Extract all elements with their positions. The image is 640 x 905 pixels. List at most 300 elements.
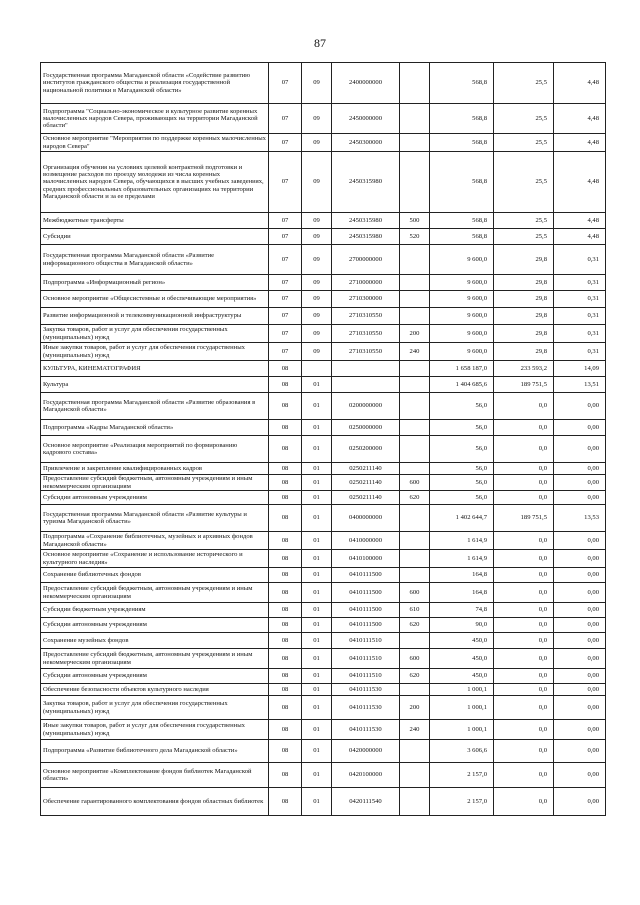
cell-pr: 01 (302, 436, 332, 463)
cell-cs: 0400000000 (332, 505, 400, 532)
cell-cs: 0420111540 (332, 788, 400, 816)
cell-plan: 56,0 (430, 393, 494, 420)
cell-pct: 0,00 (554, 463, 606, 475)
cell-cs: 2450000000 (332, 104, 400, 134)
cell-pct: 0,00 (554, 740, 606, 763)
cell-vr (400, 633, 430, 649)
cell-name: Иные закупки товаров, работ и услуг для обеспечения государственных (муниципальных) нужд (41, 720, 269, 740)
cell-name: Подпрограмма «Информационный регион» (41, 275, 269, 291)
cell-fact: 25,5 (494, 229, 554, 245)
table-row (41, 275, 606, 291)
cell-vr: 600 (400, 475, 430, 491)
cell-cs: 0410111500 (332, 618, 400, 633)
cell-vr (400, 152, 430, 213)
cell-pct: 0,00 (554, 532, 606, 550)
cell-name: Подпрограмма «Кадры Магаданской области» (41, 420, 269, 436)
cell-cs: 0410111500 (332, 583, 400, 603)
cell-pct: 0,00 (554, 669, 606, 684)
cell-name: Культура (41, 377, 269, 393)
cell-fact: 25,5 (494, 63, 554, 104)
cell-fact: 0,0 (494, 696, 554, 720)
cell-plan: 450,0 (430, 649, 494, 669)
cell-vr (400, 532, 430, 550)
cell-pct: 13,53 (554, 505, 606, 532)
cell-rz: 07 (269, 152, 302, 213)
cell-cs: 2710310550 (332, 308, 400, 325)
cell-vr (400, 436, 430, 463)
cell-vr: 600 (400, 583, 430, 603)
cell-vr: 200 (400, 696, 430, 720)
table-row (41, 550, 606, 568)
cell-rz: 08 (269, 633, 302, 649)
cell-cs: 2450315980 (332, 229, 400, 245)
cell-rz: 07 (269, 343, 302, 361)
cell-pct: 4,48 (554, 134, 606, 152)
cell-cs: 2450315980 (332, 213, 400, 229)
cell-pr (302, 361, 332, 377)
cell-pr: 01 (302, 603, 332, 618)
table-row (41, 696, 606, 720)
cell-rz: 08 (269, 420, 302, 436)
cell-pr: 01 (302, 684, 332, 696)
cell-pct: 14,09 (554, 361, 606, 377)
table-row (41, 377, 606, 393)
cell-pr: 01 (302, 618, 332, 633)
cell-pct: 0,00 (554, 393, 606, 420)
cell-pct: 0,00 (554, 618, 606, 633)
cell-pr: 01 (302, 720, 332, 740)
cell-cs: 2450315980 (332, 152, 400, 213)
cell-plan: 1 614,9 (430, 550, 494, 568)
cell-cs: 0410100000 (332, 550, 400, 568)
table-row (41, 343, 606, 361)
cell-rz: 07 (269, 291, 302, 308)
cell-cs: 0420000000 (332, 740, 400, 763)
cell-pr: 01 (302, 583, 332, 603)
table-row (41, 491, 606, 505)
cell-rz: 08 (269, 669, 302, 684)
cell-pct: 0,00 (554, 583, 606, 603)
cell-pr: 09 (302, 152, 332, 213)
cell-cs: 0410111500 (332, 603, 400, 618)
cell-name: Основное мероприятие «Комплектование фондов библиотек Магаданской области» (41, 763, 269, 788)
cell-cs: 2400000000 (332, 63, 400, 104)
cell-cs: 0410111510 (332, 669, 400, 684)
cell-pr: 09 (302, 245, 332, 275)
page-number: 87 (314, 36, 326, 50)
cell-fact: 0,0 (494, 684, 554, 696)
table-row (41, 684, 606, 696)
cell-pct: 0,31 (554, 291, 606, 308)
cell-pct: 4,48 (554, 229, 606, 245)
cell-name: Межбюджетные трансферты (41, 213, 269, 229)
cell-plan: 568,8 (430, 104, 494, 134)
cell-vr: 600 (400, 649, 430, 669)
cell-vr (400, 740, 430, 763)
cell-pct: 0,00 (554, 684, 606, 696)
cell-vr (400, 104, 430, 134)
cell-cs: 2710000000 (332, 275, 400, 291)
cell-cs: 0410000000 (332, 532, 400, 550)
cell-fact: 0,0 (494, 568, 554, 583)
cell-rz: 07 (269, 213, 302, 229)
cell-name: Развитие информационной и телекоммуникационной инфраструктуры (41, 308, 269, 325)
cell-rz: 07 (269, 229, 302, 245)
cell-name: Закупка товаров, работ и услуг для обеспечения государственных (муниципальных) нужд (41, 696, 269, 720)
table-row (41, 649, 606, 669)
cell-plan: 9 600,0 (430, 291, 494, 308)
cell-pr: 01 (302, 550, 332, 568)
cell-vr (400, 308, 430, 325)
cell-cs: 2710310550 (332, 325, 400, 343)
cell-cs: 0410111530 (332, 696, 400, 720)
table-row (41, 763, 606, 788)
cell-pr: 09 (302, 213, 332, 229)
cell-vr: 620 (400, 669, 430, 684)
cell-plan: 450,0 (430, 633, 494, 649)
cell-rz: 07 (269, 275, 302, 291)
cell-fact: 189 751,5 (494, 377, 554, 393)
table-row (41, 568, 606, 583)
cell-pct: 0,00 (554, 649, 606, 669)
cell-pct: 0,31 (554, 308, 606, 325)
cell-pr: 01 (302, 740, 332, 763)
cell-cs: 2450300000 (332, 134, 400, 152)
cell-pr: 01 (302, 463, 332, 475)
cell-rz: 07 (269, 308, 302, 325)
cell-pr: 01 (302, 393, 332, 420)
cell-cs: 0410111510 (332, 633, 400, 649)
cell-rz: 08 (269, 377, 302, 393)
table-row (41, 213, 606, 229)
cell-pct: 0,00 (554, 763, 606, 788)
cell-cs: 0420100000 (332, 763, 400, 788)
cell-fact: 0,0 (494, 550, 554, 568)
cell-cs: 0410111530 (332, 720, 400, 740)
cell-pr: 01 (302, 633, 332, 649)
cell-vr: 200 (400, 325, 430, 343)
cell-vr (400, 568, 430, 583)
cell-fact: 0,0 (494, 788, 554, 816)
cell-rz: 08 (269, 463, 302, 475)
cell-cs: 0250200000 (332, 436, 400, 463)
table-row (41, 505, 606, 532)
cell-fact: 0,0 (494, 436, 554, 463)
cell-plan: 9 600,0 (430, 325, 494, 343)
cell-name: КУЛЬТУРА, КИНЕМАТОГРАФИЯ (41, 361, 269, 377)
cell-pct: 0,00 (554, 633, 606, 649)
cell-plan: 56,0 (430, 491, 494, 505)
cell-rz: 08 (269, 393, 302, 420)
cell-plan: 3 606,6 (430, 740, 494, 763)
cell-vr (400, 275, 430, 291)
cell-name: Подпрограмма «Развитие библиотечного дела Магаданской области» (41, 740, 269, 763)
cell-pr: 09 (302, 63, 332, 104)
cell-vr (400, 63, 430, 104)
cell-plan: 9 600,0 (430, 275, 494, 291)
cell-plan: 1 000,1 (430, 720, 494, 740)
cell-plan: 56,0 (430, 475, 494, 491)
table-row (41, 361, 606, 377)
cell-cs (332, 377, 400, 393)
cell-vr (400, 291, 430, 308)
cell-name: Организация обучения на условиях целевой контрактной подготовки и возмещение расходов по проезду молодежи из числа коренных малочисленных народов Севера, обучающихся в высших учебных заведениях, средних профессиональных образовательных организациях на территории Магаданской области и за ее пределами (41, 152, 269, 213)
cell-plan: 2 157,0 (430, 788, 494, 816)
cell-fact: 0,0 (494, 463, 554, 475)
cell-fact: 29,8 (494, 325, 554, 343)
cell-vr (400, 245, 430, 275)
cell-pr: 09 (302, 229, 332, 245)
cell-fact: 29,8 (494, 343, 554, 361)
cell-fact: 0,0 (494, 393, 554, 420)
cell-name: Сохранение библиотечных фондов (41, 568, 269, 583)
cell-plan: 164,8 (430, 583, 494, 603)
cell-plan: 56,0 (430, 463, 494, 475)
cell-plan: 56,0 (430, 420, 494, 436)
cell-pct: 0,00 (554, 491, 606, 505)
cell-pct: 0,31 (554, 245, 606, 275)
cell-pr: 01 (302, 505, 332, 532)
cell-pct: 0,00 (554, 568, 606, 583)
cell-pct: 0,00 (554, 720, 606, 740)
cell-rz: 07 (269, 63, 302, 104)
cell-vr (400, 134, 430, 152)
cell-pct: 4,48 (554, 152, 606, 213)
cell-rz: 08 (269, 532, 302, 550)
table-row (41, 618, 606, 633)
cell-pr: 09 (302, 308, 332, 325)
cell-pr: 09 (302, 104, 332, 134)
cell-vr (400, 684, 430, 696)
cell-vr (400, 505, 430, 532)
cell-plan: 568,8 (430, 229, 494, 245)
budget-table (40, 62, 606, 816)
cell-rz: 08 (269, 788, 302, 816)
table-row (41, 603, 606, 618)
cell-pr: 01 (302, 649, 332, 669)
cell-rz: 08 (269, 550, 302, 568)
cell-name: Государственная программа Магаданской области «Содействие развитию институтов гражданского общества и реализация государственной национальной политики в Магаданской области» (41, 63, 269, 104)
cell-name: Предоставление субсидий бюджетным, автономным учреждениям и иным некоммерческим организациям (41, 475, 269, 491)
cell-fact: 25,5 (494, 134, 554, 152)
cell-rz: 08 (269, 568, 302, 583)
cell-cs: 0410111500 (332, 568, 400, 583)
cell-fact: 0,0 (494, 720, 554, 740)
table-row (41, 463, 606, 475)
cell-fact: 0,0 (494, 649, 554, 669)
cell-fact: 0,0 (494, 583, 554, 603)
cell-cs: 0200000000 (332, 393, 400, 420)
table-row (41, 740, 606, 763)
cell-pr: 09 (302, 343, 332, 361)
cell-fact: 29,8 (494, 308, 554, 325)
table-row (41, 308, 606, 325)
cell-rz: 07 (269, 325, 302, 343)
cell-rz: 08 (269, 684, 302, 696)
cell-fact: 0,0 (494, 603, 554, 618)
cell-name: Привлечение и закрепление квалифицированных кадров (41, 463, 269, 475)
cell-vr: 610 (400, 603, 430, 618)
cell-pr: 01 (302, 377, 332, 393)
cell-fact: 0,0 (494, 532, 554, 550)
cell-name: Субсидии автономным учреждениям (41, 618, 269, 633)
cell-cs: 2710310550 (332, 343, 400, 361)
cell-rz: 08 (269, 583, 302, 603)
cell-fact: 0,0 (494, 420, 554, 436)
cell-pct: 0,00 (554, 436, 606, 463)
cell-plan: 56,0 (430, 436, 494, 463)
cell-vr: 520 (400, 229, 430, 245)
table-row (41, 788, 606, 816)
cell-cs: 0410111530 (332, 684, 400, 696)
cell-pr: 01 (302, 669, 332, 684)
cell-name: Обеспечение гарантированного комплектования фондов областных библиотек (41, 788, 269, 816)
cell-rz: 07 (269, 104, 302, 134)
cell-plan: 1 402 644,7 (430, 505, 494, 532)
cell-fact: 233 593,2 (494, 361, 554, 377)
table-row (41, 152, 606, 213)
cell-fact: 25,5 (494, 213, 554, 229)
table-row (41, 325, 606, 343)
cell-fact: 25,5 (494, 152, 554, 213)
cell-name: Закупка товаров, работ и услуг для обеспечения государственных (муниципальных) нужд (41, 325, 269, 343)
cell-rz: 08 (269, 649, 302, 669)
cell-pr: 01 (302, 763, 332, 788)
cell-fact: 0,0 (494, 475, 554, 491)
cell-cs: 0250211140 (332, 491, 400, 505)
cell-fact: 29,8 (494, 245, 554, 275)
table-row (41, 245, 606, 275)
table-body (41, 63, 606, 816)
cell-name: Основное мероприятие «Сохранение и использование исторического и культурного наследия» (41, 550, 269, 568)
table-row (41, 104, 606, 134)
cell-cs: 0410111510 (332, 649, 400, 669)
cell-vr: 240 (400, 720, 430, 740)
cell-name: Обеспечение безопасности объектов культурного наследия (41, 684, 269, 696)
cell-cs: 0250211140 (332, 475, 400, 491)
cell-plan: 74,8 (430, 603, 494, 618)
cell-fact: 0,0 (494, 740, 554, 763)
cell-pct: 4,48 (554, 213, 606, 229)
cell-vr (400, 788, 430, 816)
cell-plan: 568,8 (430, 152, 494, 213)
cell-fact: 189 751,5 (494, 505, 554, 532)
cell-rz: 07 (269, 245, 302, 275)
cell-name: Субсидии (41, 229, 269, 245)
cell-plan: 1 614,9 (430, 532, 494, 550)
cell-pct: 0,00 (554, 788, 606, 816)
cell-pr: 09 (302, 134, 332, 152)
cell-rz: 07 (269, 134, 302, 152)
cell-name: Субсидии бюджетным учреждениям (41, 603, 269, 618)
cell-vr (400, 550, 430, 568)
cell-cs: 0250000000 (332, 420, 400, 436)
cell-fact: 0,0 (494, 618, 554, 633)
cell-pct: 4,48 (554, 104, 606, 134)
cell-rz: 08 (269, 361, 302, 377)
cell-pct: 0,00 (554, 696, 606, 720)
cell-name: Государственная программа Магаданской области «Развитие информационного общества в Магаданской области» (41, 245, 269, 275)
cell-vr (400, 763, 430, 788)
cell-plan: 1 000,1 (430, 696, 494, 720)
table-row (41, 436, 606, 463)
cell-pr: 01 (302, 568, 332, 583)
cell-pr: 01 (302, 532, 332, 550)
cell-pct: 0,31 (554, 343, 606, 361)
cell-pct: 13,51 (554, 377, 606, 393)
cell-rz: 08 (269, 618, 302, 633)
cell-plan: 1 658 187,0 (430, 361, 494, 377)
cell-rz: 08 (269, 505, 302, 532)
cell-rz: 08 (269, 436, 302, 463)
cell-pr: 01 (302, 696, 332, 720)
cell-pr: 01 (302, 788, 332, 816)
cell-name: Субсидии автономным учреждениям (41, 491, 269, 505)
cell-name: Иные закупки товаров, работ и услуг для обеспечения государственных (муниципальных) нужд (41, 343, 269, 361)
cell-pr: 09 (302, 325, 332, 343)
cell-vr (400, 377, 430, 393)
cell-plan: 9 600,0 (430, 308, 494, 325)
cell-name: Государственная программа Магаданской области «Развитие культуры и туризма Магаданской области» (41, 505, 269, 532)
cell-name: Предоставление субсидий бюджетным, автономным учреждениям и иным некоммерческим организациям (41, 649, 269, 669)
cell-fact: 29,8 (494, 291, 554, 308)
cell-vr (400, 393, 430, 420)
cell-pct: 0,00 (554, 475, 606, 491)
cell-plan: 1 404 685,6 (430, 377, 494, 393)
table-row (41, 669, 606, 684)
cell-plan: 9 600,0 (430, 245, 494, 275)
cell-plan: 2 157,0 (430, 763, 494, 788)
table-row (41, 134, 606, 152)
cell-fact: 0,0 (494, 491, 554, 505)
cell-plan: 568,8 (430, 213, 494, 229)
cell-name: Подпрограмма «Сохранение библиотечных, музейных и архивных фондов Магаданской области» (41, 532, 269, 550)
table-row (41, 532, 606, 550)
cell-name: Основное мероприятие «Общесистемные и обеспечивающие мероприятия» (41, 291, 269, 308)
cell-plan: 9 600,0 (430, 343, 494, 361)
cell-pct: 0,31 (554, 275, 606, 291)
cell-name: Сохранение музейных фондов (41, 633, 269, 649)
cell-plan: 164,8 (430, 568, 494, 583)
table-row (41, 583, 606, 603)
cell-pct: 0,00 (554, 550, 606, 568)
cell-name: Предоставление субсидий бюджетным, автономным учреждениям и иным некоммерческим организациям (41, 583, 269, 603)
cell-vr (400, 463, 430, 475)
cell-fact: 25,5 (494, 104, 554, 134)
cell-pr: 01 (302, 475, 332, 491)
cell-rz: 08 (269, 720, 302, 740)
table-row (41, 229, 606, 245)
cell-name: Субсидии автономным учреждениям (41, 669, 269, 684)
table-row (41, 720, 606, 740)
cell-vr: 620 (400, 618, 430, 633)
cell-rz: 08 (269, 740, 302, 763)
cell-rz: 08 (269, 696, 302, 720)
cell-fact: 29,8 (494, 275, 554, 291)
table-row (41, 475, 606, 491)
cell-vr: 620 (400, 491, 430, 505)
cell-vr (400, 361, 430, 377)
cell-pr: 09 (302, 291, 332, 308)
cell-plan: 450,0 (430, 669, 494, 684)
cell-fact: 0,0 (494, 763, 554, 788)
cell-rz: 08 (269, 475, 302, 491)
cell-cs: 2700000000 (332, 245, 400, 275)
cell-name: Подпрограмма "Социально-экономическое и культурное развитие коренных малочисленных народов Севера, проживающих на территории Магаданской области" (41, 104, 269, 134)
cell-rz: 08 (269, 603, 302, 618)
cell-pct: 0,00 (554, 603, 606, 618)
table-row (41, 633, 606, 649)
